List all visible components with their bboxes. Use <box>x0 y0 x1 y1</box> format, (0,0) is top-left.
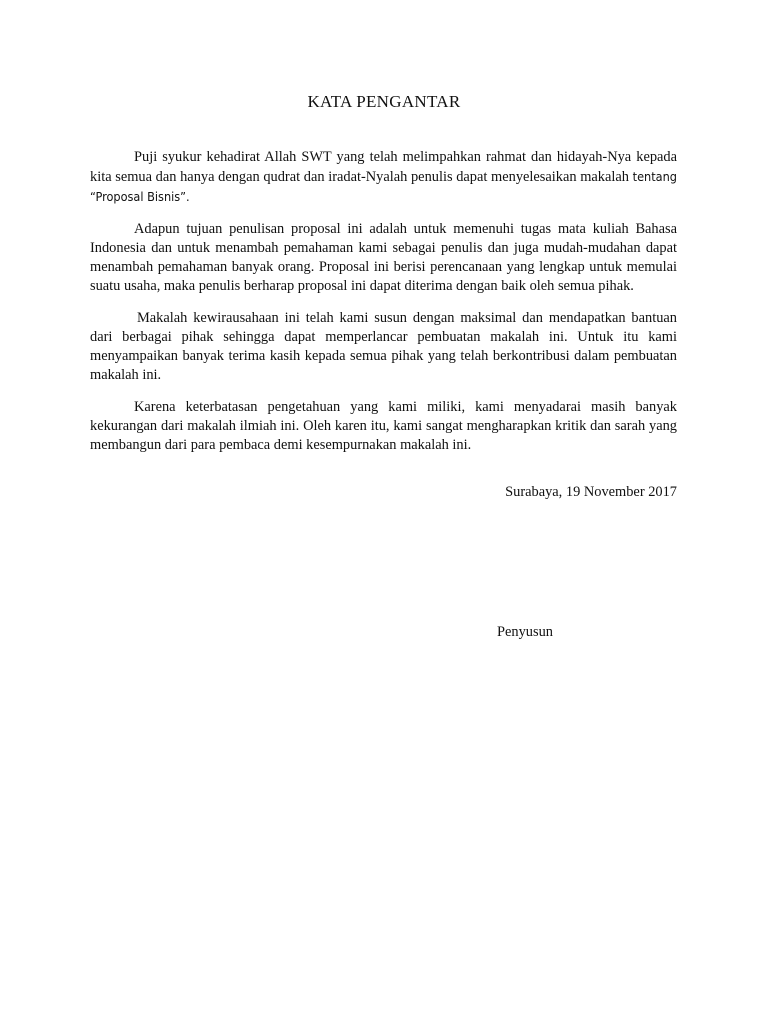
paragraph-4: Karena keterbatasan pengetahuan yang kami miliki, kami menyadarai masih banyak kekurangan dari makalah ilmiah ini. Oleh karen itu, kami sangat mengharapkan kritik dan sarah yang membangun dari para pembaca demi kesempurnakan makalah ini. <box>90 399 677 453</box>
paragraph-1-tail: tentang “Proposal Bisnis”. <box>90 169 677 204</box>
paragraph-2: Adapun tujuan penulisan proposal ini adalah untuk memenuhi tugas mata kuliah Bahasa Indonesia dan untuk menambah pemahaman kami sebagai penulis dan juga mudah-mudahan dapat menambah pemahaman banyak orang. Proposal ini berisi perencanaan yang lengkap untuk memulai suatu usaha, maka penulis berharap proposal ini dapat diterima dengan baik oleh semua pihak. <box>90 221 677 294</box>
document-title: KATA PENGANTAR <box>307 92 461 111</box>
place-and-date: Surabaya, 19 November 2017 <box>505 484 677 500</box>
signer-label: Penyusun <box>497 624 553 640</box>
paragraph-1 <box>90 148 677 207</box>
paragraph-3: Makalah kewirausahaan ini telah kami susun dengan maksimal dan mendapatkan bantuan dari berbagai pihak sehingga dapat memperlancar pembuatan makalah ini. Untuk itu kami menyampaikan banyak terima kasih kepada semua pihak yang telah berkontribusi dalam pembuatan makalah ini. <box>90 310 677 383</box>
document-body <box>90 148 677 468</box>
paragraph-1-main: Puji syukur kehadirat Allah SWT yang telah melimpahkan rahmat dan hidayah-Nya kepada kita semua dan hanya dengan qudrat dan iradat-Nyalah penulis dapat menyelesaikan makalah <box>90 149 677 185</box>
